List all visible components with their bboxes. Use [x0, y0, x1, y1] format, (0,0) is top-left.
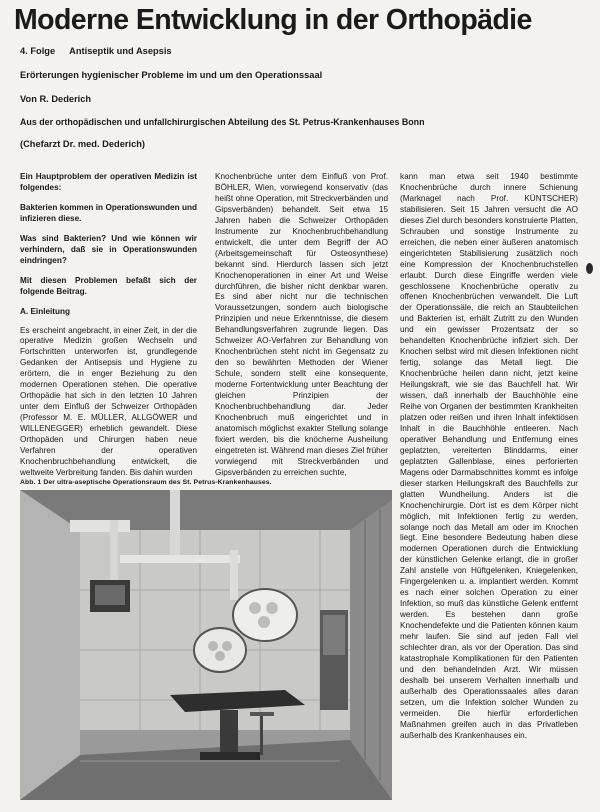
series-topic: Antiseptik und Asepsis: [69, 46, 172, 56]
section-heading: A. Einleitung: [20, 306, 71, 316]
page-margin-mark: [586, 263, 593, 274]
article-author: Von R. Dederich: [20, 94, 92, 104]
text-column-2: [215, 172, 388, 479]
text-column-1: [20, 172, 197, 479]
article-title: Moderne Entwicklung in der Orthopädie: [14, 4, 532, 36]
figure-caption: Abb. 1 Der ultra-aseptische Operationsraum des St. Petrus-Krankenhauses.: [20, 479, 272, 486]
lead-paragraph-2: Bakterien kommen in Operationswunden und infizieren diese.: [20, 202, 197, 223]
article-affiliation: Aus der orthopädischen und unfallchirurgischen Abteilung des St. Petrus-Krankenhauses Bonn: [20, 117, 425, 127]
body-paragraph: kann man etwa seit 1940 bestimmte Knochenbrüche durch innere Schienung (Marknagel nach Prof. KÜNTSCHER) stabilisieren. Seit 15 Jahren versucht die AO dieses Ziel durch besonders konstruierte Platten, Schrauben und sonstige Instrumente zu erreichen, die neben einer äußeren anatomisch eingerichteten Stabilisierung zusätzlich noch eine Kompression der Knochenbruchstellen erlaubt. Durch diese Eingriffe werden viele geschlossene Knochenbrüche operativ zu offenen Knochenbrüchen verwandelt. Die Luft der Operationssäle, die reich an Staubteilchen und Bakterien ist, erhält Zutritt zu den Wunden und ein gewisser Prozentsatz der so behandelten Knochenbrüche infiziert sich. Der Knochen selbst wird mit diesen Infektionen nicht fertig, solange das Metall liegt. Die Knochenbrüche heilen dann nicht, jetzt keine Heilungskraft, wie sie das Bauchfell hat. Wir wissen, daß innerhalb der Bauchhöhle eine Reihe von Organen der bestimmten Krankheiten platzen oder reißen und ihren Inhalt infektiösen Inhalt in die Bauchhöhle entleeren. Nach operativer Behandlung und Entfernung eines geplatzten, vereiterten Blinddarms, einer geplatzten Gallenblase, eines perforierten Magens oder Darmabschnittes kommt es infolge dieser starken Heilungskraft des Bauchfells zur glatten Wundheilung. Anders ist die Knochenchirurgie. Dort ist es dem Körper nicht möglich, mit Infektionen fertig zu werden, solange noch das Metall am oder im Knochen liegt. Eine besondere Bedeutung haben diese modernen Operationen durch die Entwicklung der künstlichen Gelenke erlangt, die in großer Zahl anstelle von Hüftgelenken, Kniegelenken, Fingergelenken u. a. implantiert werden. Kommt es nach einer solchen Operation zu einer Infektion, so muß das künstliche Gelenk entfernt werden. Es bestehen dann große Knochendefekte und die Patienten können kaum mehr laufen. Sie sind auf jeden Fall viel schlechter dran, als vor der Operation. Das sind katastrophale Komplikationen für den Patienten und den behandelnden Arzt. Wir müssen deshalb bei unserem Verhalten innerhalb und außerhalb des Operationssaales alles daran setzen, um die Infektion solcher Wunden zu vermeiden. Die hierfür erforderlichen Maßnahmen greifen auch in das Privatleben außerhalb des Krankenhauses ein.: [400, 172, 578, 740]
article-chief: (Chefarzt Dr. med. Dederich): [20, 139, 146, 149]
body-paragraph: Knochenbrüche unter dem Einfluß von Prof. BÖHLER, Wien, vorwiegend konservativ (das heißt ohne Operation, mit Streckverbänden und Gipsverbänden) behandelt. Seit etwa 15 Jahren haben die Schweizer Orthopäden Instrumente zur Knochenbruchbehandlung entwickelt, die unter dem Begriff der AO (Arbeitsgemeinschaft für Osteosynthese) bekannt sind. Hierdurch lassen sich jetzt Knochenoperationen in einer Art und Weise durchführen, die bisher nicht denkbar waren. Es sind aber nicht nur die technischen Voraussetzungen, sondern auch biologische Prinzipien und neue Erkenntnisse, die diesem Behandlungsverfahren zugrunde liegen. Das Schweizer AO-Verfahren zur Behandlung von Knochenbrüchen steht nicht im Gegensatz zu den so bewährten Methoden der Wiener Schule, sondern stellt eine konsequente, moderne Fortentwicklung unter Beachtung der gleichen Prinzipien der Knochenbruchbehandlung dar. Jeder Knochenbruch muß eingerichtet und in anatomisch möglichst exakter Stellung solange fixiert werden, bis die knöcherne Ausheilung eingetreten ist. Während man dieses Ziel früher vorwiegend mit Streckverbänden und Gipsverbänden zu erreichen suchte,: [215, 172, 388, 477]
lead-paragraph-3: Was sind Bakterien? Und wie können wir verhindern, daß sie in Operationswunden eindringen?: [20, 233, 197, 265]
operating-room-photo: [20, 490, 392, 800]
body-paragraph: Es erscheint angebracht, in einer Zeit, in der die operative Medizin großen Wechseln und Fortschritten unterworfen ist, grundlegende Gedanken der Antisepsis und Hygiene zu erörtern, die in enger Beziehung zu den modernen Operationen stehen. Die operative Orthopädie hat sich in den letzten 10 Jahren unter dem Einfluß der Schweizer Orthopäden (Professor M. E. MÜLLER, ALLGÖWER und WILLENEGGER) erheblich gewandelt. Diese Orthopäden und Chirurgen haben neue Verfahren der operativen Knochenbruchbehandlung entwickelt, die weltweite Verbreitung fanden. Bis dahin wurden: [20, 325, 197, 477]
series-label: 4. Folge: [20, 46, 56, 56]
series-line: [20, 45, 172, 58]
article-subtitle: Erörterungen hygienischer Probleme im und um den Operationssaal: [20, 70, 323, 80]
lead-paragraph-4: Mit diesen Problemen befaßt sich der folgende Beitrag.: [20, 275, 197, 296]
text-column-3: [400, 172, 578, 742]
lead-paragraph-1: Ein Hauptproblem der operativen Medizin ist folgendes:: [20, 172, 197, 192]
